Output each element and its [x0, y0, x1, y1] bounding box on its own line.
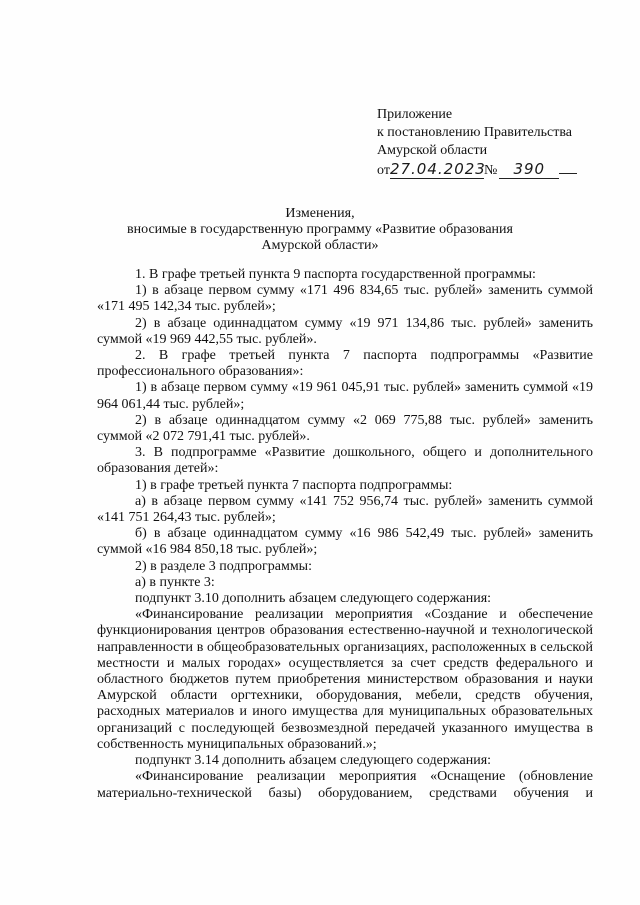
title-line-2: вносимые в государственную программу «Развитие образования — [127, 222, 513, 237]
paragraph: 2) в абзаце одиннадцатом сумму «2 069 775,88 тыс. рублей» заменить суммой «2 072 791,41 тыс. рублей». — [97, 412, 593, 445]
paragraph: 1) в абзаце первом сумму «171 496 834,65 тыс. рублей» заменить суммой «171 495 142,34 тыс. рублей»; — [97, 283, 593, 315]
paragraph: 1) в абзаце первом сумму «19 961 045,91 тыс. рублей» заменить суммой «19 964 061,44 тыс. рублей»; — [97, 380, 593, 412]
paragraph: «Финансирование реализации мероприятия «Оснащение (обновление материально-технической базы) оборудованием, средствами обучения и — [97, 769, 593, 801]
paragraph: 2) в разделе 3 подпрограммы: — [135, 558, 312, 574]
paragraph: 1) в графе третьей пункта 7 паспорта подпрограммы: — [135, 477, 453, 493]
from-prefix: от — [377, 163, 390, 178]
paragraph: 3. В подпрограмме «Развитие дошкольного, общего и дополнительного образования детей»: — [97, 445, 593, 477]
document-title — [120, 206, 520, 254]
title-line-1: Изменения, — [285, 206, 355, 221]
document-body — [97, 267, 593, 802]
paragraph: подпункт 3.14 дополнить абзацем следующего содержания: — [135, 753, 492, 769]
paragraph: а) в абзаце первом сумму «141 752 956,74 тыс. рублей» заменить суммой «141 751 264,43 тыс. рублей»; — [97, 493, 593, 526]
paragraph: «Финансирование реализации мероприятия «Создание и обеспечение функционирования центров образования естественно-научной и технологической направленности в общеобразовательных организациях, расположенных в сельской местности и малых городах» осуществляется за счет средств федерального и областного бюджетов путем приобретения министерством образования и науки Амурской области оргтехники, оборудования, мебели, средств обучения, расходных материалов и иного имущества для муниципальных образовательных организаций с последующей безвозмездной передачей указанного имущества в собственность муниципальных образований.»; — [97, 607, 593, 752]
title-line-3: Амурской области» — [261, 238, 379, 253]
paragraph: а) в пункте 3: — [135, 574, 215, 590]
handwritten-number: 390 — [499, 160, 559, 179]
appendix-label: Приложение — [377, 107, 453, 122]
number-sign: № — [483, 163, 498, 178]
paragraph: 2) в абзаце одиннадцатом сумму «19 971 134,86 тыс. рублей» заменить суммой «19 969 442,55 тыс. рублей». — [97, 315, 593, 347]
paragraph: 2. В графе третьей пункта 7 паспорта подпрограммы «Развитие профессионального образования»: — [97, 348, 593, 380]
appendix-region: Амурской области — [377, 143, 488, 158]
paragraph: 1. В графе третьей пункта 9 паспорта государственной программы: — [135, 267, 536, 282]
handwritten-date: 27.04.2023 — [389, 160, 486, 178]
paragraph: б) в абзаце одиннадцатом сумму «16 986 542,49 тыс. рублей» заменить суммой «16 984 850,18 тыс. рублей»; — [97, 526, 593, 558]
appendix-date-line — [377, 160, 617, 180]
underline-tail — [559, 173, 577, 174]
appendix-block — [377, 106, 617, 180]
paragraph: подпункт 3.10 дополнить абзацем следующего содержания: — [135, 591, 492, 607]
appendix-resolution: к постановлению Правительства — [377, 125, 573, 140]
